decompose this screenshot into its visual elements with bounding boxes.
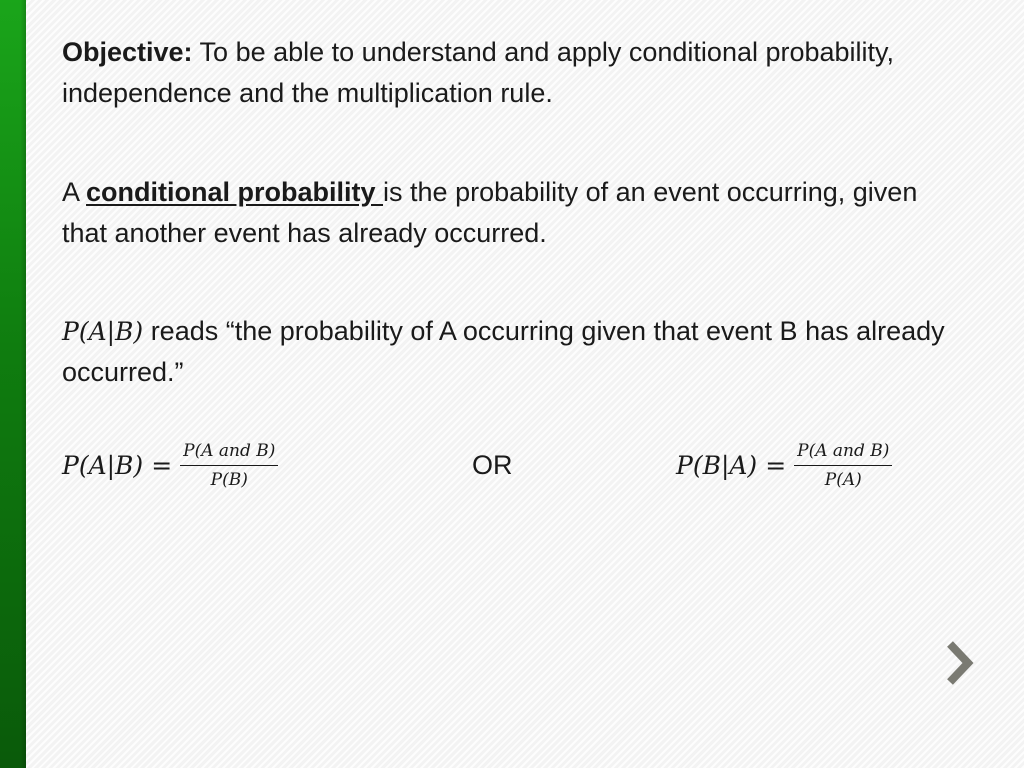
or-label: OR: [472, 450, 513, 480]
definition-term: conditional probability: [86, 177, 384, 207]
reading-paragraph: [62, 311, 962, 393]
definition-prefix: A: [62, 177, 87, 207]
formula-left: [62, 425, 278, 505]
formula-left-equals: =: [151, 450, 173, 480]
objective-text: To be able to understand and apply conditional probability, independence and the multiplication rule.: [62, 37, 895, 108]
reading-text: reads “the probability of A occurring given that event B has already occurred.”: [62, 316, 945, 387]
formula-left-denominator: P(B): [210, 469, 248, 490]
formula-right-numerator: P(A and B): [794, 440, 892, 466]
formula-left-lhs: P(A|B): [62, 450, 144, 480]
green-side-bar: [0, 0, 26, 768]
formula-right-fraction: [794, 440, 892, 491]
formula-right-lhs: P(B|A): [676, 450, 758, 480]
chevron-right-icon: [944, 640, 974, 686]
formula-right-denominator: P(A): [824, 469, 862, 490]
next-slide-button[interactable]: [944, 640, 974, 686]
formula-left-fraction: [180, 440, 278, 491]
formula-right-equals: =: [765, 450, 787, 480]
definition-suffix: is the probability of an event occurring, given that another event has already occurred.: [62, 177, 918, 248]
objective-label: Objective:: [62, 37, 193, 67]
objective-paragraph: [62, 32, 942, 114]
formula-right: [676, 425, 892, 505]
definition-paragraph: [62, 172, 942, 254]
formula-left-numerator: P(A and B): [180, 440, 278, 466]
reading-expression: P(A|B): [62, 317, 144, 346]
formula-row: [62, 425, 962, 505]
